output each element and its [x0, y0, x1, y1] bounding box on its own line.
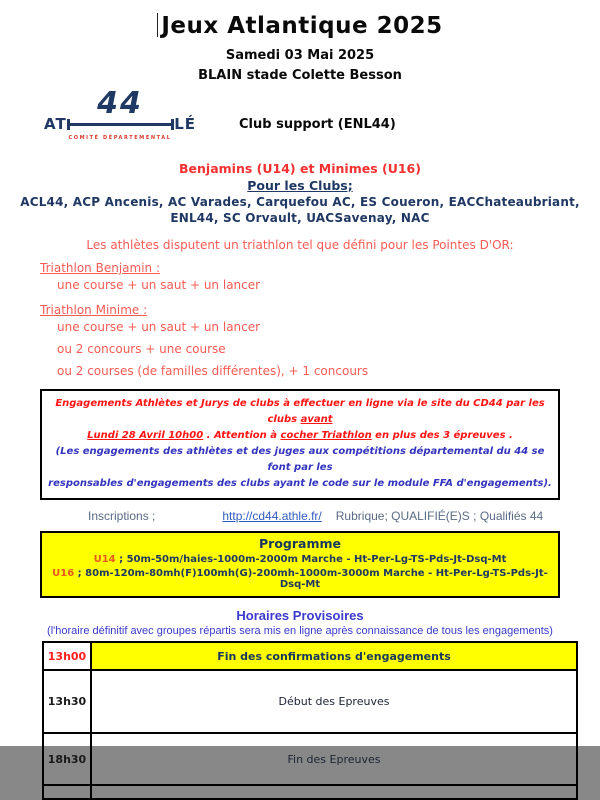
event-date: Samedi 03 Mai 2025 — [225, 48, 375, 63]
programme-u16-label: U16 — [52, 568, 75, 579]
schedule-label-1: Fin des confirmations d'engagements — [91, 642, 577, 670]
logo-caption: COMITÉ DÉPARTEMENTAL — [68, 135, 172, 141]
event-venue: BLAIN stade Colette Besson — [198, 68, 402, 83]
schedule-label-2: Début des Epreuves — [91, 670, 577, 733]
logo-crossbar — [70, 123, 172, 126]
schedule-time-2: 13h30 — [47, 695, 87, 708]
triathlon-minime-rule-2: ou 2 concours + une course — [57, 342, 226, 356]
schedule-label-3: Fin des Epreuves — [91, 733, 577, 785]
inscriptions-rubrique: Rubrique; QUALIFIÉ(E)S ; Qualifiés 44 — [335, 509, 544, 523]
club-support-text: Club support (ENL44) — [239, 117, 396, 132]
engagement-deadline: Lundi 28 Avril 10h00 — [87, 430, 204, 441]
schedule-row-13h30 — [43, 670, 577, 733]
programme-box — [40, 531, 560, 598]
triathlon-minime-rule-1: une course + un saut + un lancer — [57, 320, 261, 334]
engagement-notice-box — [40, 389, 560, 500]
programme-u14-label: U14 — [93, 554, 116, 565]
triathlon-minime-title: Triathlon Minime : — [40, 303, 148, 317]
engagement-note-line-2: responsables d'engagements des clubs ayant le code sur le module FFA d'engagements). — [48, 478, 552, 489]
engagement-line-1-text: Engagements Athlètes et Jurys de clubs à effectuer en ligne via le site du CD44 par les clubs — [55, 398, 545, 425]
text-cursor — [157, 13, 158, 37]
programme-u14-events: ; 50m-50m/haies-1000m-2000m Marche - Ht-Per-Lg-TS-Pds-Jt-Dsq-Mt — [115, 554, 507, 565]
clubs-list-line1: ACL44, ACP Ancenis, AC Varades, Carquefou AC, ES Coueron, EACChateaubriant, — [20, 195, 580, 209]
triathlon-minime-rule-3: ou 2 courses (de familles différentes), + 1 concours — [57, 364, 369, 378]
page-title: Jeux Atlantique 2025 — [161, 13, 443, 39]
clubs-label — [0, 178, 600, 193]
logo-band — [0, 86, 600, 153]
triathlon-benjamin-rule: une course + un saut + un lancer — [57, 278, 261, 292]
triathlon-benjamin-title: Triathlon Benjamin : — [40, 261, 160, 275]
engagement-check-triathlon: cocher Triathlon — [280, 430, 372, 441]
inscriptions-label: Inscriptions ; — [88, 509, 156, 523]
inscriptions-row — [88, 509, 600, 523]
title-row — [0, 0, 600, 39]
logo-number: 44 — [97, 86, 143, 121]
engagement-line-2 — [48, 428, 552, 444]
engagement-line-2-end: en plus des 3 épreuves . — [371, 430, 513, 441]
engagement-note-line-1: (Les engagements des athlètes et des juges aux compétitions départemental du 44 se font par les — [55, 446, 545, 473]
logo-word-left: AT — [44, 115, 67, 133]
schedule-time-3: 18h30 — [47, 752, 87, 766]
athle44-logo — [44, 86, 196, 141]
programme-u14-line — [42, 554, 558, 565]
programme-u16-line — [42, 568, 558, 590]
categories-heading: Benjamins (U14) et Minimes (U16) — [179, 161, 421, 176]
schedule-time-1: 13h00 — [47, 649, 87, 663]
engagement-line-1 — [48, 396, 552, 428]
logo-word-right: LÉ — [174, 115, 196, 133]
horaires-title: Horaires Provisoires — [236, 608, 364, 623]
horaires-note: (l'horaire définitif avec groupes répartis sera mis en ligne après connaissance de tous les engagements) — [47, 625, 553, 637]
programme-u16-events: ; 80m-120m-80mh(F)100mh(G)-200mh-1000m-3000m Marche - Ht-Per-Lg-TS-Pds-Jt-Dsq-Mt — [74, 568, 548, 590]
programme-title: Programme — [259, 536, 341, 551]
triathlon-intro: Les athlètes disputent un triathlon tel que défini pour les Pointes D'OR: — [86, 238, 514, 252]
schedule-row-18h30 — [43, 733, 577, 785]
clubs-list-line2: ENL44, SC Orvault, UACSavenay, NAC — [170, 211, 430, 225]
schedule-row-partial — [43, 785, 577, 799]
clubs-label-text: Pour les Clubs; — [247, 178, 353, 193]
schedule-row-13h00 — [43, 642, 577, 670]
cd44-link[interactable]: http://cd44.athle.fr/ — [222, 509, 322, 523]
schedule-table — [42, 641, 578, 800]
engagement-line-2-mid: . Attention à — [203, 430, 281, 441]
engagement-line-1-underlined: avant — [300, 414, 333, 425]
